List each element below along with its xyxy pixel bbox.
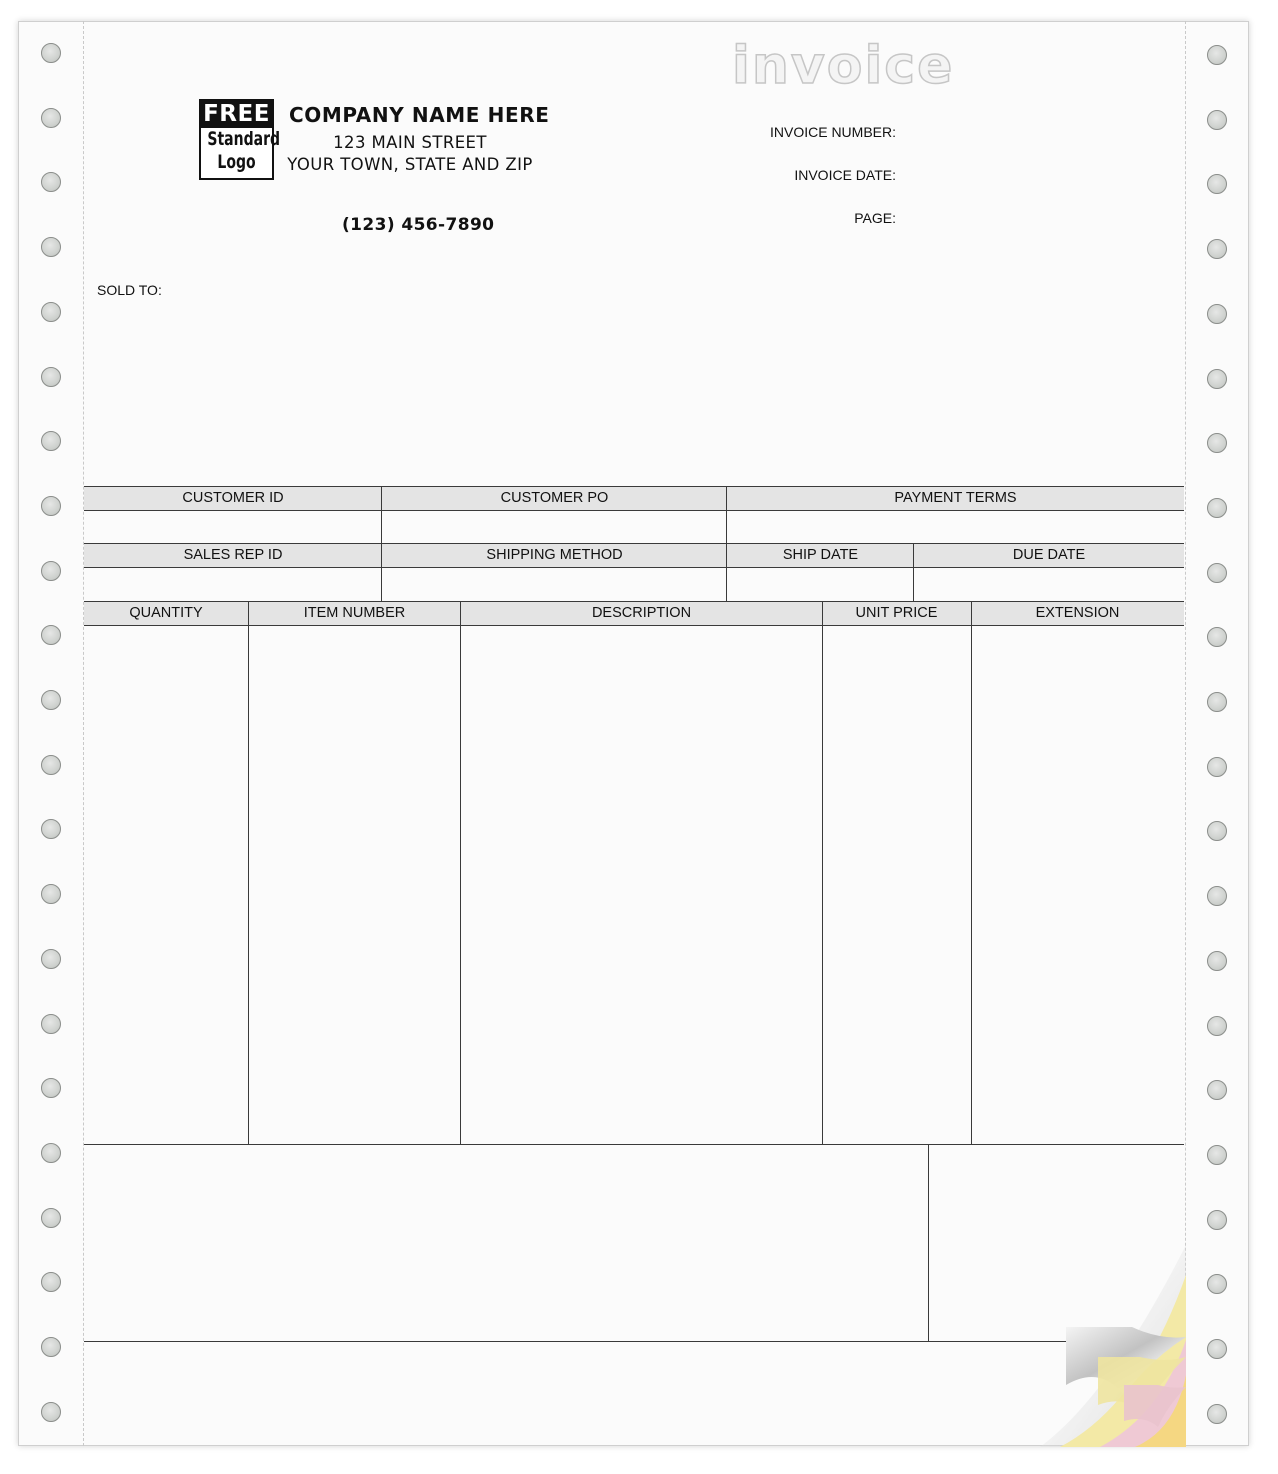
logo-logo-text: Logo — [217, 151, 256, 173]
tractor-hole-icon — [41, 1014, 61, 1034]
extension-header: EXTENSION — [1035, 605, 1120, 621]
tractor-hole-icon — [1207, 1016, 1227, 1036]
customer-id-header: CUSTOMER ID — [182, 490, 284, 506]
column-divider — [248, 601, 249, 1144]
right-perforation — [1185, 21, 1186, 1446]
invoice-watermark: invoice — [732, 36, 955, 96]
logo-standard-text: Standard — [207, 128, 281, 150]
tractor-hole-icon — [1207, 886, 1227, 906]
tractor-hole-icon — [1207, 1339, 1227, 1359]
tractor-hole-icon — [1207, 1404, 1227, 1424]
tractor-hole-icon — [41, 561, 61, 581]
tractor-hole-icon — [1207, 498, 1227, 518]
item-table-bottom — [84, 1144, 1184, 1145]
tractor-hole-icon — [41, 108, 61, 128]
due-date-header: DUE DATE — [1012, 547, 1086, 563]
tractor-hole-icon — [1207, 304, 1227, 324]
invoice-date-label: INVOICE DATE: — [794, 167, 896, 183]
company-city-state-zip: YOUR TOWN, STATE AND ZIP — [287, 155, 533, 174]
tractor-hole-icon — [41, 884, 61, 904]
tractor-hole-icon — [1207, 1145, 1227, 1165]
tractor-hole-icon — [41, 1337, 61, 1357]
tractor-hole-icon — [1207, 1210, 1227, 1230]
column-divider — [822, 601, 823, 1144]
tractor-hole-icon — [41, 755, 61, 775]
divider — [726, 486, 727, 543]
sales-rep-id-header: SALES REP ID — [183, 547, 283, 563]
tractor-hole-icon — [1207, 239, 1227, 259]
tractor-hole-icon — [41, 43, 61, 63]
tractor-hole-icon — [41, 237, 61, 257]
logo-free-text: FREE — [201, 101, 272, 128]
payment-terms-header: PAYMENT TERMS — [894, 490, 1017, 506]
quantity-header: QUANTITY — [129, 605, 203, 621]
company-name: COMPANY NAME HERE — [289, 103, 550, 127]
tractor-hole-icon — [41, 690, 61, 710]
tractor-hole-icon — [1207, 110, 1227, 130]
shipping-method-header: SHIPPING METHOD — [486, 547, 623, 563]
invoice-sheet — [18, 21, 1249, 1446]
tractor-hole-icon — [1207, 692, 1227, 712]
tractor-hole-icon — [41, 302, 61, 322]
unit-price-header: UNIT PRICE — [855, 605, 938, 621]
tractor-hole-icon — [41, 949, 61, 969]
customer-po-header: CUSTOMER PO — [500, 490, 609, 506]
page-label: PAGE: — [854, 210, 896, 226]
ship-date-header: SHIP DATE — [782, 547, 859, 563]
divider — [381, 543, 382, 601]
left-perforation — [83, 21, 84, 1446]
sold-to-label: SOLD TO: — [97, 282, 162, 298]
tractor-hole-icon — [41, 496, 61, 516]
divider — [913, 543, 914, 601]
invoice-number-label: INVOICE NUMBER: — [769, 124, 896, 140]
tractor-hole-icon — [1207, 951, 1227, 971]
divider — [381, 486, 382, 543]
tractor-hole-icon — [41, 1402, 61, 1422]
column-divider — [971, 601, 972, 1144]
tractor-hole-icon — [41, 367, 61, 387]
carbon-copy-page-curl-icon — [1040, 1245, 1186, 1447]
item-number-header: ITEM NUMBER — [303, 605, 406, 621]
tractor-hole-icon — [1207, 757, 1227, 777]
company-street: 123 MAIN STREET — [333, 133, 487, 152]
tractor-hole-icon — [1207, 369, 1227, 389]
company-phone: (123) 456-7890 — [342, 215, 495, 235]
totals-bottom — [84, 1341, 1184, 1342]
totals-divider — [928, 1144, 929, 1342]
tractor-hole-icon — [41, 1208, 61, 1228]
tractor-hole-icon — [1207, 45, 1227, 65]
description-header: DESCRIPTION — [591, 605, 692, 621]
tractor-hole-icon — [41, 1143, 61, 1163]
column-divider — [460, 601, 461, 1144]
tractor-hole-icon — [1207, 563, 1227, 583]
divider — [726, 543, 727, 601]
